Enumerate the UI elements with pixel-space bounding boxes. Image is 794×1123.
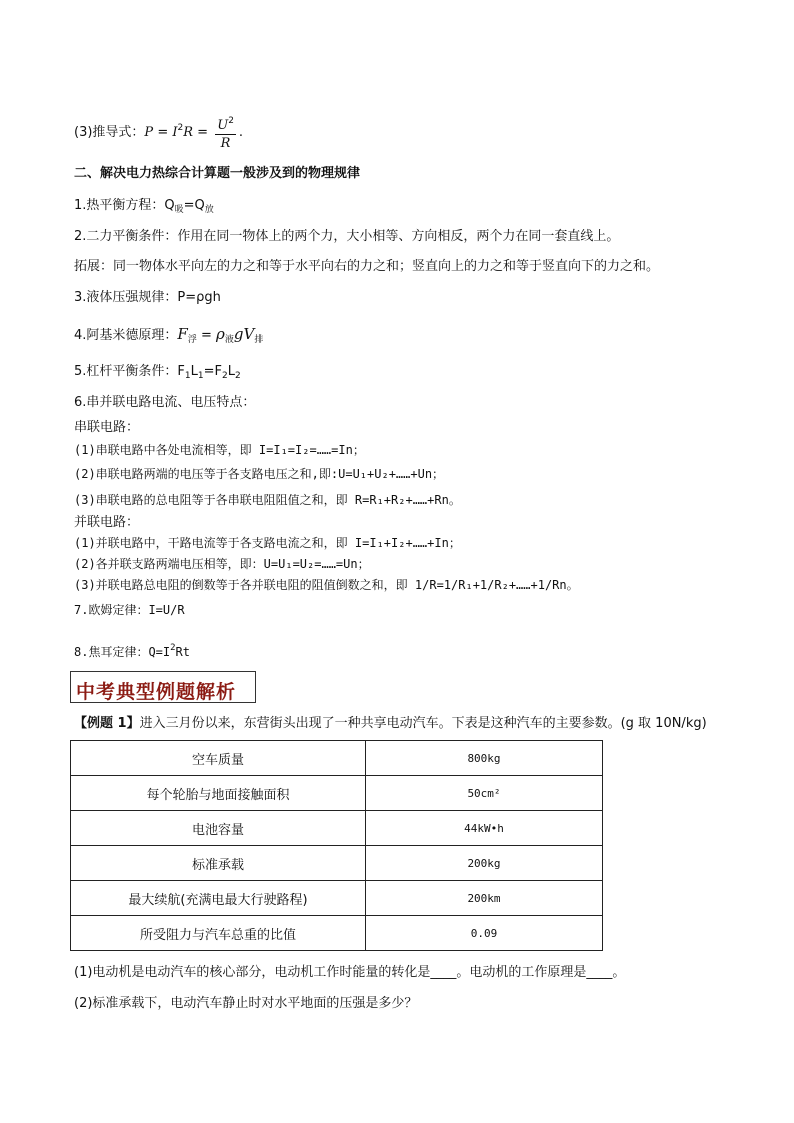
- table-row: [71, 916, 603, 951]
- formula-prefix: (3)推导式：: [74, 125, 145, 140]
- param-name-cell: 最大续航(充满电最大行驶路程): [71, 881, 366, 916]
- example-text: 进入三月份以来，东营街头出现了一种共享电动汽车。下表是这种汽车的主要参数。(g 取 10N/kg): [139, 716, 707, 731]
- param-name-cell: 电池容量: [71, 811, 366, 846]
- subscript: 2: [221, 371, 228, 381]
- formula-r: R: [183, 125, 194, 140]
- rule-text: 5.杠杆平衡条件：F: [74, 364, 185, 379]
- param-name-cell: 每个轮胎与地面接触面积: [71, 776, 366, 811]
- formula-fraction: [215, 114, 236, 151]
- rule-lever: [74, 364, 241, 384]
- rule-text: 4.阿基米德原理：: [74, 328, 178, 343]
- param-value-cell: 200kg: [366, 846, 603, 881]
- parallel-item-3: (3)并联电路总电阻的倒数等于各并联电阻的阻值倒数之和，即 1/R=1/R₁+1/R₂+……+1/Rn。: [74, 578, 579, 592]
- table-row: [71, 881, 603, 916]
- formula-i: I: [172, 125, 178, 140]
- superscript: 2: [170, 643, 176, 653]
- rule-liquid-pressure: 3.液体压强规律：P=ρgh: [74, 290, 221, 305]
- parallel-item-1: (1)并联电路中，干路电流等于各支路电流之和，即 I=I₁+I₂+……+In；: [74, 536, 461, 550]
- symbol-f: F: [177, 325, 188, 343]
- subscript: 1: [184, 371, 191, 381]
- rule-text: =F: [203, 364, 222, 379]
- table-row: [71, 776, 603, 811]
- symbol-eq: =: [200, 328, 212, 343]
- parallel-item-2: (2)各并联支路两端电压相等，即：U=U₁=U₂=……=Un；: [74, 557, 370, 571]
- subscript: 2: [234, 371, 241, 381]
- param-name-cell: 标准承载: [71, 846, 366, 881]
- rule-text: L: [227, 364, 235, 379]
- rule-joule: [74, 640, 190, 660]
- section-heading: 二、解决电力热综合计算题一般涉及到的物理规律: [74, 166, 361, 181]
- rule-ohm: 7.欧姆定律：I=U/R: [74, 603, 185, 617]
- formula-derived: [74, 108, 244, 151]
- example-intro: [74, 716, 707, 732]
- param-value-cell: 50cm²: [366, 776, 603, 811]
- rule-extension: 拓展：同一物体水平向左的力之和等于水平向右的力之和；竖直向上的力之和等于竖直向下的力之和。: [74, 259, 660, 274]
- rule-text: 8.焦耳定律：Q=I: [74, 645, 171, 659]
- subscript: 浮: [187, 335, 197, 345]
- param-name-cell: 空车质量: [71, 741, 366, 776]
- param-value-cell: 800kg: [366, 741, 603, 776]
- rule-force-balance: 2.二力平衡条件：作用在同一物体上的两个力，大小相等、方向相反，两个力在同一套直线上。: [74, 229, 620, 244]
- rule-text: 1.热平衡方程：Q: [74, 198, 175, 213]
- formula-p: P: [144, 125, 154, 140]
- rule-heat-balance: [74, 198, 214, 218]
- section-title: 中考典型例题解析: [76, 681, 237, 703]
- symbol-rho: ρ: [216, 325, 225, 343]
- subscript: 1: [197, 371, 204, 381]
- question-2: (2)标准承载下，电动汽车静止时对水平地面的压强是多少？: [74, 996, 418, 1011]
- symbol-g: g: [233, 325, 244, 343]
- series-item-1: (1)串联电路中各处电流相等，即 I=I₁=I₂=……=In；: [74, 443, 365, 457]
- param-name-cell: 所受阻力与汽车总重的比值: [71, 916, 366, 951]
- question-1: (1)电动机是电动汽车的核心部分，电动机工作时能量的转化是____。电动机的工作原理是____。: [74, 965, 626, 980]
- param-value-cell: 0.09: [366, 916, 603, 951]
- table-row: [71, 741, 603, 776]
- rule-text: =Q: [183, 198, 205, 213]
- formula-end: .: [238, 125, 244, 140]
- parameter-table: [70, 740, 603, 951]
- table-row: [71, 811, 603, 846]
- rule-archimedes: [74, 322, 263, 346]
- formula-i-exp: 2: [177, 123, 184, 133]
- fraction-denominator: R: [220, 136, 231, 151]
- rule-text: L: [190, 364, 198, 379]
- subscript: 排: [254, 335, 264, 345]
- fraction-numerator: U: [217, 118, 229, 133]
- series-title: 串联电路：: [74, 420, 140, 435]
- param-value-cell: 200km: [366, 881, 603, 916]
- example-tag: 【例题 1】: [74, 716, 140, 731]
- series-item-3: (3)串联电路的总电阻等于各串联电阻阻值之和，即 R=R₁+R₂+……+Rn。: [74, 493, 461, 507]
- formula-eq: =: [197, 125, 209, 140]
- symbol-v: V: [243, 325, 255, 343]
- rule-text: Rt: [175, 645, 190, 659]
- rule-circuits: 6.串并联电路电流、电压特点：: [74, 395, 256, 410]
- subscript: 放: [204, 205, 214, 215]
- series-item-2: (2)串联电路两端的电压等于各支路电压之和,即:U=U₁+U₂+……+Un；: [74, 467, 445, 481]
- parallel-title: 并联电路：: [74, 515, 140, 530]
- fraction-numerator-exp: 2: [228, 116, 234, 126]
- table-row: [71, 846, 603, 881]
- formula-eq: =: [157, 125, 169, 140]
- section-title-box: [70, 671, 256, 703]
- subscript: 液: [224, 335, 234, 345]
- param-value-cell: 44kW•h: [366, 811, 603, 846]
- subscript: 吸: [174, 205, 184, 215]
